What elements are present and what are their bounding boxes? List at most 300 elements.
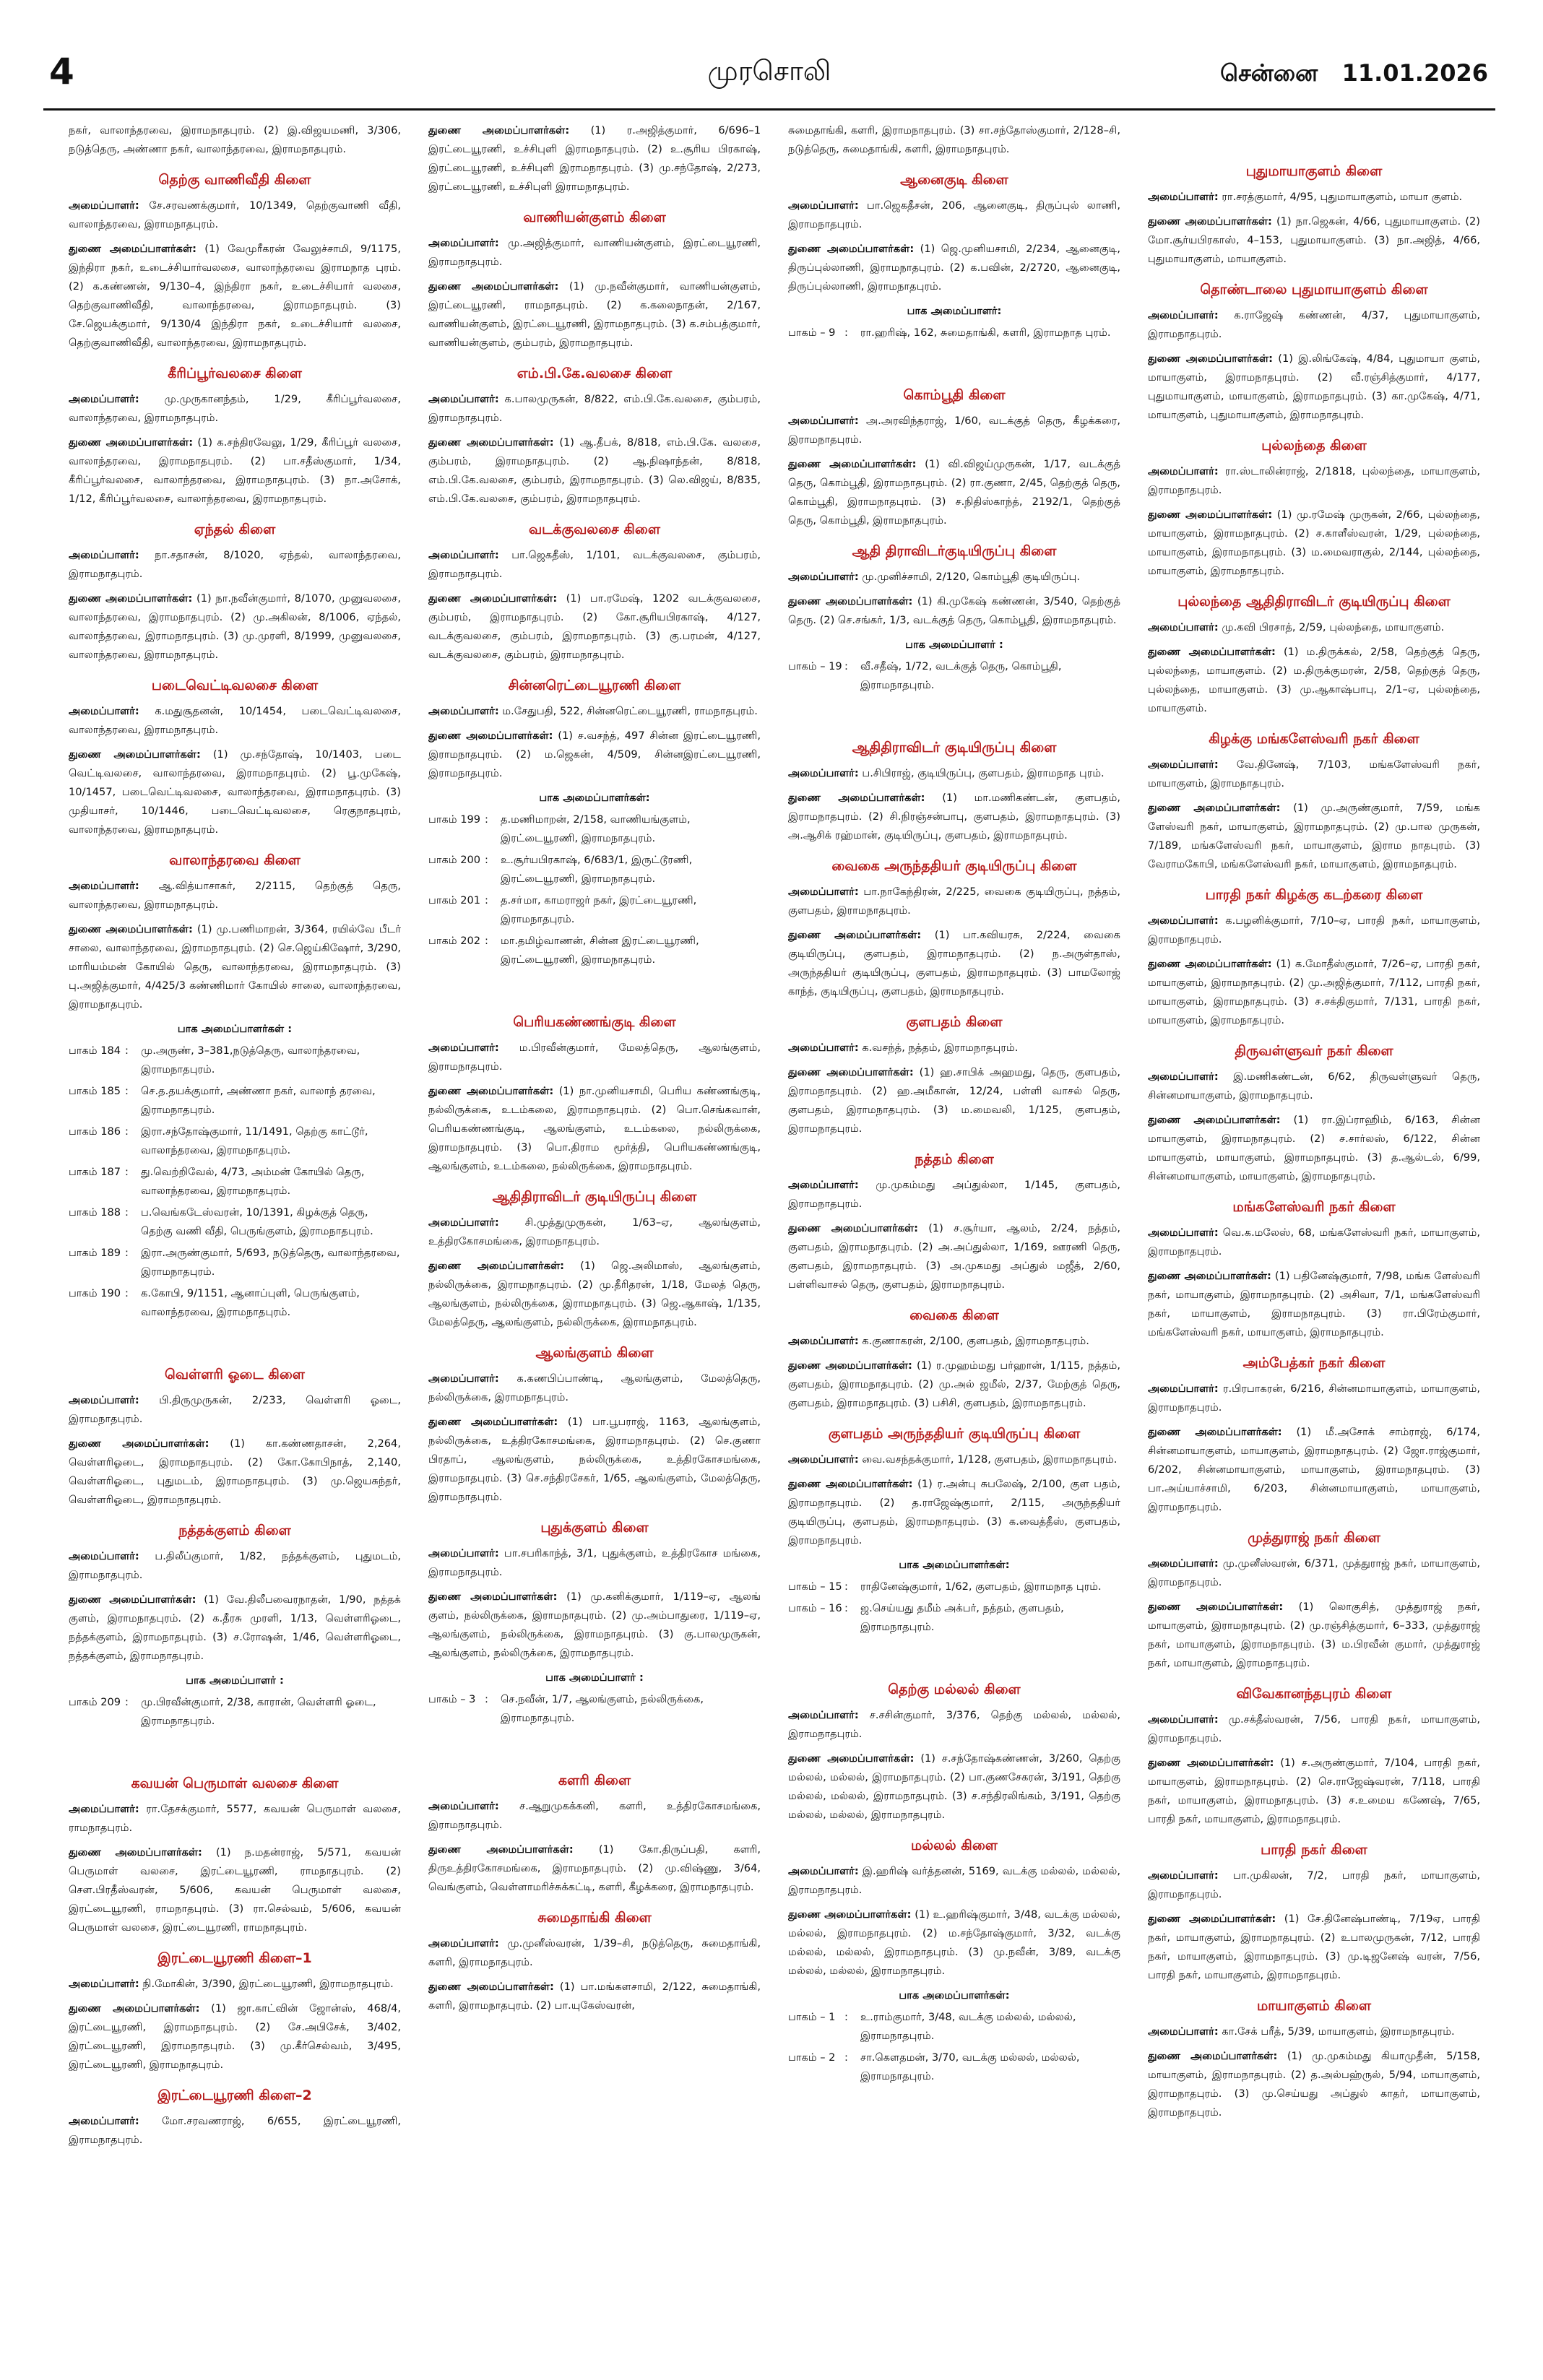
entry-text: (1) மு.ரமேஷ் முருகன், 2/66, புல்லந்தை, மாயாகுளம், இராமநாதபுரம். (2) ச.காளீஸ்வரன், 1/29, புல்லந்தை, மாயாகுளம், இராமநாதபுரம். (3) ம.மைவராகுல், 2/144, புல்லந்தை, மாயாகுளம், இராமநாதபுரம். <box>1148 509 1480 577</box>
ward-row <box>428 932 761 969</box>
entry-text: மு.அஜித்குமார், வாணியன்குளம், இரட்டையூரணி, இராமநாதபுரம். <box>428 237 761 268</box>
branch-heading: முத்துராஜ் நகர் கிளை <box>1248 1530 1380 1546</box>
entry-text: ம.சேதுபதி, 522, சின்னரெட்டையூரணி, ராமநாதபுரம். <box>498 705 758 717</box>
entry-text: ச.சசின்குமார், 3/376, தெற்கு மல்லல், மல்லல், இராமநாதபுரம். <box>788 1709 1120 1740</box>
city: சென்னை <box>1220 59 1318 87</box>
entry-label: துணை அமைப்பாளர்கள்: <box>1148 1757 1274 1769</box>
entry-text: க.பழனிக்குமார், 7/10–ஏ, பாரதி நகர், மாயாகுளம், இராமநாதபுரம். <box>1148 914 1480 945</box>
ward-text: து.வெற்றிவேல், 4/73, அம்மன் கோயில் தெரு, வாலாந்தரவை, இராமநாதபுரம். <box>141 1166 365 1197</box>
branch-heading: கவயன் பெருமாள் வலசை கிளை <box>131 1775 339 1791</box>
column-2 <box>428 121 761 2353</box>
entry-text: (1) மு.கனிக்குமார், 1/119–ஏ, ஆலங் குளம், நல்லிருக்கை, இராமநாதபுரம். (2) மு.அம்பாதுரை, 1/119–ஏ, ஆலங்குளம், நல்லிருக்கை, இராமநாதபுரம். (3) கு.பாலமுருகன், ஆலங்குளம், நல்லிருக்கை, இராமநாதபுரம். <box>428 1591 761 1659</box>
subsection-heading: பாக அமைப்பாளர் : <box>545 1671 644 1684</box>
entry-label: துணை அமைப்பாளர்கள்: <box>788 1066 914 1078</box>
entry-paragraph <box>1148 643 1480 718</box>
ward-row <box>69 1042 401 1079</box>
ward-row <box>428 1690 761 1728</box>
entry-label: துணை அமைப்பாளர்கள்: <box>428 436 554 449</box>
branch-heading: பெரியகண்ணங்குடி கிளை <box>513 1014 676 1030</box>
entry-label: அமைப்பாளர்: <box>1148 1226 1219 1239</box>
column-gap <box>428 972 761 1001</box>
entry-label: துணை அமைப்பாளர்கள்: <box>428 280 559 293</box>
entry-text: மு.சக்தீஸ்வரன், 7/56, பாரதி நகர், மாயாகுளம், இராமநாதபுரம். <box>1148 1713 1480 1744</box>
entry-paragraph <box>69 877 401 914</box>
entry-label: துணை அமைப்பாளர்கள்: <box>788 1222 918 1234</box>
ward-row <box>428 851 761 888</box>
branch-heading: ஆதிதிராவிடர் குடியிருப்பு கிளை <box>852 740 1057 756</box>
entry-label: துணை அமைப்பாளர்கள்: <box>1148 802 1281 814</box>
entry-label: அமைப்பாளர்: <box>69 1550 139 1562</box>
entry-text: வே.தினேஷ், 7/103, மங்களேஸ்வரி நகர், மாயாகுளம், இராமநாதபுரம். <box>1148 758 1480 789</box>
ward-label: பாகம் – 15 <box>788 1580 842 1593</box>
ward-colon: : <box>125 1206 129 1219</box>
entry-label: துணை அமைப்பாளர்கள்: <box>428 1260 564 1272</box>
entry-paragraph <box>1148 1068 1480 1105</box>
entry-paragraph <box>428 433 761 509</box>
entry-label: துணை அமைப்பாளர்கள்: <box>788 792 925 804</box>
entry-paragraph <box>69 433 401 509</box>
entry-paragraph <box>69 920 401 1014</box>
entry-label: துணை அமைப்பாளர்கள்: <box>69 243 196 255</box>
entry-paragraph <box>1148 1754 1480 1829</box>
entry-label: அமைப்பாளர்: <box>788 1453 859 1466</box>
entry-paragraph <box>428 1082 761 1176</box>
entry-text: (1) ஜெ.முனியசாமி, 2/234, ஆனைகுடி, திருப்புல்லாணி, இராமநாதபுரம். (2) க.பவின், 2/2720, ஆனைகுடி, திருப்புல்லாணி, இராமநாதபுரம். <box>788 243 1120 293</box>
entry-paragraph <box>788 1176 1120 1213</box>
entry-text: (1) இ.லிங்கேஷ், 4/84, புதுமாயா குளம், மாயாகுளம், இராமநாதபுரம். (2) வீ.ரஞ்சித்குமார், 4/177, புதுமாயாகுளம், மாயாகுளம், இராமநாதபுரம். (3) கா.முகேஷ், 4/71, மாயாகுளம், புதுமாயாகுளம், இராமநாதபுரம். <box>1148 352 1480 421</box>
entry-label: துணை அமைப்பாளர்கள்: <box>1148 1601 1284 1613</box>
ward-text: ராதினேஷ்குமார், 1/62, குளபதம், இராமநாத புரம். <box>860 1580 1102 1593</box>
entry-label: அமைப்பாளர்: <box>428 1547 499 1559</box>
entry-label: துணை அமைப்பாளர்கள்: <box>788 1359 912 1372</box>
entry-text: ரா.தேசக்குமார், 5577, கவயன் பெருமாள் வலசை, ராமநாதபுரம். <box>69 1803 401 1834</box>
entry-paragraph <box>428 1840 761 1897</box>
entry-paragraph <box>69 1391 401 1429</box>
entry-text: (1) மு.நவீன்குமார், வாணியன்குளம், இரட்டையூரணி, ராமநாதபுரம். (2) க.கலைநாதன், 2/167, வாணியன்குளம், இரட்டையூரணி, இராமநாதபுரம். (3) க.சம்பத்குமார், வாணியன்குளம், கும்பரம், இராமநாதபுரம். <box>428 280 761 349</box>
branch-heading: எம்.பி.கே.வலசை கிளை <box>517 365 673 381</box>
entry-label: துணை அமைப்பாளர்கள்: <box>788 243 915 255</box>
entry-paragraph <box>788 1219 1120 1294</box>
ward-label: பாகம் 185 <box>69 1085 121 1097</box>
entry-label: அமைப்பாளர்: <box>1148 1869 1219 1882</box>
entry-label: துணை அமைப்பாளர்கள்: <box>788 1908 912 1921</box>
entry-label: துணை அமைப்பாளர்கள்: <box>69 436 194 449</box>
ward-row <box>69 1163 401 1200</box>
ward-colon: : <box>125 1287 129 1299</box>
entry-label: அமைப்பாளர்: <box>428 1800 499 1812</box>
entry-paragraph <box>69 2112 401 2150</box>
entry-label: அமைப்பாளர்: <box>69 549 139 561</box>
entry-paragraph <box>69 589 401 665</box>
entry-paragraph <box>69 702 401 740</box>
entry-paragraph <box>69 196 401 234</box>
branch-heading: பாரதி நகர் கிளை <box>1261 1842 1367 1858</box>
entry-text: ஆ.வித்யாசாகர், 2/2115, தெற்குத் தெரு, வாலாந்தரவை, இராமநாதபுரம். <box>69 880 401 911</box>
ward-row <box>69 1082 401 1120</box>
entry-paragraph <box>1148 1111 1480 1186</box>
entry-paragraph <box>428 277 761 352</box>
entry-label: அமைப்பாளர்: <box>428 1937 499 1950</box>
subsection-heading: பாக அமைப்பாளர்கள்: <box>539 792 650 804</box>
entry-text: (1) பா.பூபராஜ், 1163, ஆலங்குளம், நல்லிருக்கை, உத்திரகோசமங்கை, இராமநாதபுரம். (2) செ.குணா பிரதாப், ஆலங்குளம், நல்லிருக்கை, உத்திரகோசமங்கை, இராமநாதபுரம். (3) செ.சந்திரசேகர், 1/65, ஆலங்குளம், மேலத்தெரு, இராமநாதபுரம். <box>428 1416 761 1503</box>
entry-text: (1) மீ.அசோக் சாம்ராஜ், 6/174, சின்னமாயாகுளம், மாயாகுளம், இராமநாதபுரம். (2) ஜோ.ராஜ்குமார், 6/202, சின்னமாயாகுளம், மாயாகுளம், இராமநாதபுரம். (3) பா.அய்யாச்சாமி, 6/203, சின்னமாயாகுளம், மாயாகுளம், இராமநாதபுரம். <box>1148 1426 1480 1513</box>
ward-text: உ.ராம்குமார், 3/48, வடக்கு மல்லல், மல்லல், இராமநாதபுரம். <box>860 2011 1076 2042</box>
entry-text: (1) ச.சந்தோஷ்கண்ணன், 3/260, தெற்கு மல்லல், மல்லல், இராமநாதபுரம். (2) பா.குணசேகரன், 3/191, தெற்கு மல்லல், மல்லல், இராமநாதபுரம். (3) ச.சந்திரலிங்கம், 3/191, தெற்கு மல்லல், மல்லல், இராமநாதபுரம். <box>788 1752 1120 1821</box>
branch-heading: இரட்டையூரணி கிளை–2 <box>157 2087 312 2103</box>
entry-label: துணை அமைப்பாளர்கள்: <box>69 923 193 935</box>
entry-paragraph <box>1148 212 1480 269</box>
column-gap <box>69 1325 401 1354</box>
entry-paragraph <box>428 546 761 584</box>
entry-label: துணை அமைப்பாளர்கள்: <box>1148 1114 1281 1126</box>
entry-label: அமைப்பாளர்: <box>1148 1070 1219 1083</box>
ward-colon: : <box>844 1580 848 1593</box>
ward-row <box>788 2008 1120 2046</box>
entry-paragraph <box>1148 2022 1480 2041</box>
ward-colon: : <box>125 1247 129 1259</box>
entry-paragraph <box>1148 2047 1480 2122</box>
branch-heading: ஆனைகுடி கிளை <box>900 172 1008 188</box>
entry-paragraph <box>1148 506 1480 581</box>
entry-paragraph <box>69 121 401 159</box>
entry-label: அமைப்பாளர்: <box>1148 465 1219 477</box>
entry-label: துணை அமைப்பாளர்கள்: <box>69 2002 200 2015</box>
ward-label: பாகம் – 19 <box>788 660 842 672</box>
page-number: 4 <box>49 51 74 92</box>
entry-label: துணை அமைப்பாளர்கள்: <box>1148 215 1272 228</box>
entry-text: (1) உ.ஹரிஷ்குமார், 3/48, வடக்கு மல்லல், மல்லல், இராமநாதபுரம். (2) ம.சந்தோஷ்குமார், 3/32, வடக்கு மல்லல், மல்லல், இராமநாதபுரம். (3) மு.நவீன், 3/89, வடக்கு மல்லல், மல்லல், இராமநாதபுரம். <box>788 1908 1120 1977</box>
ward-text: ப.வெங்கடேஸ்வரன், 10/1391, கிழக்குத் தெரு, தெற்கு வணி வீதி, பெருங்குளம், இராமநாதபுரம். <box>141 1206 373 1237</box>
entry-label: அமைப்பாளர்: <box>428 237 499 249</box>
ward-text: ஜ.செய்யது தமீம் அக்பர், நத்தம், குளபதம், இராமநாதபுரம். <box>860 1602 1064 1633</box>
entry-paragraph <box>788 926 1120 1001</box>
entry-paragraph <box>788 568 1120 587</box>
masthead <box>43 51 1495 108</box>
column-4 <box>1148 121 1480 2353</box>
entry-text: (1) மு.சந்தோஷ், 10/1403, படை வெட்டிவலசை, வாலாந்தரவை, இராமநாதபுரம். (2) பூ.முகேஷ், 10/1457, படைவெட்டிவலசை, வாலாந்தரவை, இராமநாதபுரம். (3) முதியாசர், 10/1446, படைவெட்டிவலசை, ரெகுநாதபுரம், வாலாந்தரவை, இராமநாதபுரம். <box>69 748 401 836</box>
ward-colon: : <box>844 326 848 339</box>
entry-label: துணை அமைப்பாளர்கள்: <box>69 592 193 605</box>
column-gap <box>788 345 1120 374</box>
entry-text: (1) கோ.திருப்பதி, களரி, திருஉத்திரகோசமங்கை, இராமநாதபுரம். (2) மு.விஷ்ணு, 3/64, வெங்குளம், வெள்ளாமரிச்சுக்கட்டி, களரி, கீழக்கரை, இராமநாதபுரம். <box>428 1843 761 1893</box>
ward-text: த.மணிமாறன், 2/158, வாணியங்குளம், இரட்டையூரணி, இராமநாதபுரம். <box>501 813 691 844</box>
entry-label: துணை அமைப்பாளர்கள்: <box>428 730 553 742</box>
entry-text: (1) மு.பணிமாறன், 3/364, ரயில்வே பீடர் சாலை, வாலாந்தரவை, இராமநாதபுரம். (2) செ.ஜெய்கிஷோர், 3/290, மாரியம்மன் கோயில் தெரு, வாலாந்தரவை, இராமநாதபுரம். (3) பு.அஜித்குமார், 4/425/3 கண்ணிமார் கோயில் சாலை, வாலாந்தரவை, இராமநாதபுரம். <box>69 923 401 1011</box>
entry-paragraph <box>69 1435 401 1510</box>
ward-colon: : <box>125 1085 129 1097</box>
ward-row <box>788 1599 1120 1637</box>
ward-label: பாகம் 202 <box>428 935 481 947</box>
entry-label: அமைப்பாளர்: <box>69 1978 139 1990</box>
entry-label: அமைப்பாளர்: <box>428 549 499 561</box>
ward-label: பாகம் 189 <box>69 1247 121 1259</box>
entry-label: துணை அமைப்பாளர்கள்: <box>1148 1270 1271 1282</box>
branch-heading: மல்லல் கிளை <box>911 1838 998 1853</box>
entry-paragraph <box>69 1591 401 1666</box>
entry-text: க.கணபிப்பாண்டி, ஆலங்குளம், மேலத்தெரு, நல்லிருக்கை, இராமநாதபுரம். <box>428 1372 761 1403</box>
entry-paragraph <box>428 727 761 783</box>
entry-text: (1) ம.திருக்கல், 2/58, தெற்குத் தெரு, புல்லந்தை, மாயாகுளம். (2) ம.திருக்குமரன், 2/58, தெற்குத் தெரு, புல்லந்தை, மாயாகுளம். (3) மு.ஆகாஷ்பாபு, 2/1–ஏ, புல்லந்தை, மாயாகுளம். <box>1148 646 1480 714</box>
entry-text: வை.வசந்தக்குமார், 1/128, குளபதம், இராமநாதபுரம். <box>858 1453 1118 1466</box>
subsection-heading: பாக அமைப்பாளர்: <box>907 305 1002 317</box>
ward-text: செ.நவீன், 1/7, ஆலங்குளம், நல்லிருக்கை, இராமநாதபுரம். <box>501 1693 704 1724</box>
ward-text: இரா.சந்தோஷ்குமார், 11/1491, தெற்கு காட்டூர், வாலாந்தரவை, இராமநாதபுரம். <box>141 1125 368 1156</box>
ward-label: பாகம் – 9 <box>788 326 836 339</box>
entry-paragraph <box>69 240 401 352</box>
entry-text: ப.திலீப்குமார், 1/82, நத்தக்குளம், புதுமடம், இராமநாதபுரம். <box>69 1550 401 1581</box>
entry-paragraph <box>428 702 761 721</box>
branch-heading: இரட்டையூரணி கிளை–1 <box>157 1950 312 1966</box>
entry-label: அமைப்பாளர்: <box>1148 758 1219 771</box>
entry-paragraph <box>1148 955 1480 1030</box>
branch-heading: திருவள்ளுவர் நகர் கிளை <box>1235 1043 1393 1059</box>
entry-label: துணை அமைப்பாளர்கள்: <box>788 1752 915 1765</box>
entry-text: க.வசந்த், நத்தம், இராமநாதபுரம். <box>858 1042 1019 1054</box>
columns <box>69 121 1484 2353</box>
entry-paragraph <box>1148 1710 1480 1748</box>
entry-text: (1) ச.சூர்யா, ஆலம், 2/24, நத்தம், குளபதம், இராமநாதபுரம். (2) அ.அப்துல்லா, 1/169, ஊரணி தெரு, குளபதம், இராமநாதபுரம். (3) அ.முகமது அப்துல் மஜீத், 2/60, பள்ளிவாசல் தெரு, குளபதம், இராமநாதபுரம். <box>788 1222 1120 1291</box>
entry-text: மு.முனீஸ்வரன், 6/371, முத்துராஜ் நகர், மாயாகுளம், இராமநாதபுரம். <box>1148 1557 1480 1588</box>
branch-heading: நத்தக்குளம் கிளை <box>178 1523 291 1539</box>
entry-text: நகர், வாலாந்தரவை, இராமநாதபுரம். (2) இ.விஜயமணி, 3/306, நடுத்தெரு, அண்ணா நகர், வாலாந்தரவை, இராமநாதபுரம். <box>69 124 401 155</box>
entry-text: (1) ச.வசந்த், 497 சின்ன இரட்டையூரணி, இராமநாதபுரம். (2) ம.ஜெகன், 4/509, சின்னஇரட்டையூரணி, இராமநாதபுரம். <box>428 730 761 779</box>
entry-paragraph <box>69 745 401 839</box>
entry-text: மு.முனிச்சாமி, 2/120, கொம்பூதி குடியிருப்பு. <box>858 571 1081 583</box>
entry-text: இ.ஹரிஷ் வர்த்தனன், 5169, வடக்கு மல்லல், மல்லல், இராமநாதபுரம். <box>788 1865 1120 1896</box>
entry-label: துணை அமைப்பாளர்கள்: <box>788 1478 913 1490</box>
entry-text: க.மதுசூதனன், 10/1454, படைவெட்டிவலசை, வாலாந்தரவை, இராமநாதபுரம். <box>69 705 401 736</box>
entry-paragraph <box>69 1975 401 1994</box>
entry-paragraph <box>788 1862 1120 1900</box>
entry-label: அமைப்பாளர்: <box>788 1709 859 1721</box>
column-gap <box>428 1731 761 1760</box>
entry-paragraph <box>1148 1267 1480 1342</box>
branch-heading: புதுக்குளம் கிளை <box>540 1520 649 1536</box>
entry-text: (1) கி.முகேஷ் கண்ணன், 3/540, தெற்குத் தெரு. (2) செ.சங்கர், 1/3, வடக்குத் தெரு, கொம்பூதி, இராமநாதபுரம். <box>788 595 1120 626</box>
entry-label: அமைப்பாளர்: <box>69 1803 139 1815</box>
ward-colon: : <box>485 854 488 866</box>
entry-text: (1) ஆ.தீபக், 8/818, எம்.பி.கே. வலசை, கும்பரம், இராமநாதபுரம். (2) ஆ.நிஷாந்தன், 8/818, எம்.பி.கே.வலசை, கும்பரம், இராமநாதபுரம். (3) லெ.விஜய், 8/835, எம்.பி.கே.வலசை, கும்பரம், இராமநாதபுரம். <box>428 436 761 505</box>
ward-label: பாகம் – 1 <box>788 2011 836 2023</box>
entry-paragraph <box>1148 462 1480 500</box>
entry-text: (1) வி.விஜய்முருகன், 1/17, வடக்குத் தெரு, கொம்பூதி, இராமநாதபுரம். (2) ரா.குணா, 2/45, தெற்குத் தெரு, கொம்பூதி, இராமநாதபுரம். (3) ச.நிதிஸ்காந்த், 2192/1, தெற்குத் தெரு, கொம்பூதி, இராமநாதபுரம். <box>788 458 1120 527</box>
ward-label: பாகம் 201 <box>428 894 481 906</box>
entry-paragraph <box>788 1475 1120 1550</box>
ward-colon: : <box>125 1696 129 1708</box>
entry-label: துணை அமைப்பாளர்கள்: <box>428 124 570 137</box>
entry-text: மு.கவி பிரசாத், 2/59, புல்லந்தை, மாயாகுளம். <box>1218 621 1445 633</box>
entry-paragraph <box>788 1332 1120 1351</box>
branch-heading: குளபதம் கிளை <box>906 1014 1003 1030</box>
city-date <box>1220 59 1488 90</box>
entry-label: துணை அமைப்பாளர்கள்: <box>788 595 913 607</box>
branch-heading: குளபதம் அருந்ததியர் குடியிருப்பு கிளை <box>828 1426 1081 1442</box>
branch-heading: வடக்குவலசை கிளை <box>529 522 660 537</box>
entry-text: (1) மு.முகம்மது கியாமுதீன், 5/158, மாயாகுளம், இராமநாதபுரம். (2) த.அல்பஹ்ருல், 5/94, மாயாகுளம், இராமநாதபுரம். (3) மு.செய்யது அப்துல் காதர், மாயாகுளம், இராமநாதபுரம். <box>1148 2050 1480 2119</box>
entry-label: அமைப்பாளர்: <box>1148 914 1219 927</box>
ward-row <box>788 657 1120 695</box>
entry-paragraph <box>69 1547 401 1585</box>
ward-colon: : <box>844 2051 848 2064</box>
branch-heading: ஆதி திராவிடர்குடியிருப்பு கிளை <box>852 543 1057 559</box>
entry-paragraph <box>428 1413 761 1507</box>
ward-colon: : <box>485 813 488 826</box>
entry-text: (1) மு.அருண்குமார், 7/59, மங்க ளேஸ்வரி நகர், மாயாகுளம், இராமநாதபுரம். (2) மு.பால முருகன், 7/189, மங்களேஸ்வரி நகர், மாயாகுளம், இராம நாதபுரம். (3) வேராமகோபி, மங்களேஸ்வரி நகர், மாயாகுளம், இராமநாதபுரம். <box>1148 802 1480 870</box>
entry-label: துணை அமைப்பாளர்கள்: <box>1148 646 1276 658</box>
entry-paragraph <box>428 390 761 428</box>
branch-heading: மங்களேஸ்வரி நகர் கிளை <box>1232 1199 1396 1215</box>
entry-text: பா.நாகேந்திரன், 2/225, வைகை குடியிருப்பு, நத்தம், குளபதம், இராமநாதபுரம். <box>788 886 1120 917</box>
ward-text: செ.த.தயக்குமார், அண்ணா நகர், வாலாந் தரவை, இராமநாதபுரம். <box>141 1085 376 1116</box>
ward-label: பாகம் – 2 <box>788 2051 836 2064</box>
entry-text: ரா.ஸ்டாலின்ராஜ், 2/1818, புல்லந்தை, மாயாகுளம், இராமநாதபுரம். <box>1148 465 1480 496</box>
branch-heading: படைவெட்டிவலசை கிளை <box>151 678 319 693</box>
entry-paragraph <box>1148 1224 1480 1261</box>
entry-text: க.பாலமுருகன், 8/822, எம்.பி.கே.வலசை, கும்பரம், இராமநாதபுரம். <box>428 393 761 424</box>
entry-paragraph <box>428 234 761 272</box>
entry-label: அமைப்பாளர்: <box>788 571 859 583</box>
entry-label: அமைப்பாளர்: <box>1148 1557 1219 1570</box>
branch-heading: கிழக்கு மங்களேஸ்வரி நகர் கிளை <box>1209 731 1419 747</box>
entry-label: அமைப்பாளர்: <box>428 1042 499 1054</box>
branch-heading: வாணியன்குளம் கிளை <box>523 209 666 225</box>
entry-text: வெ.க.மலேஸ், 68, மங்களேஸ்வரி நகர், மாயாகுளம், இராமநாதபுரம். <box>1148 1226 1480 1258</box>
entry-label: அமைப்பாளர்: <box>788 415 859 427</box>
entry-label: துணை அமைப்பாளர்கள்: <box>1148 958 1272 970</box>
entry-label: துணை அமைப்பாளர்கள்: <box>788 458 917 470</box>
entry-text: பா.சபரிகாந்த், 3/1, புதுக்குளம், உத்திரகோச மங்கை, இராமநாதபுரம். <box>428 1547 761 1578</box>
branch-heading: ஏந்தல் கிளை <box>194 522 276 537</box>
entry-text: இ.மணிகண்டன், 6/62, திருவள்ளுவர் தெரு, சின்னமாயாகுளம், இராமநாதபுரம். <box>1148 1070 1480 1102</box>
entry-text: (1) மா.மணிகண்டன், குளபதம், இராமநாதபுரம். (2) சி.நிரஞ்சன்பாபு, குளபதம், இராமநாதபுரம். (3) அ.ஆசிக் ரஹ்மான், குடியிருப்பு, குளபதம், இராமநாதபுரம். <box>788 792 1120 841</box>
branch-heading: வைகை அருந்ததியர் குடியிருப்பு கிளை <box>831 858 1077 874</box>
entry-paragraph <box>428 1978 761 2015</box>
entry-paragraph <box>428 1257 761 1332</box>
entry-paragraph <box>788 764 1120 783</box>
ward-text: ரா.ஹரிஷ், 162, சுமைதாங்கி, களரி, இராமநாத புரம். <box>860 326 1111 339</box>
entry-text: (1) ஜெ.அலிமாஸ், ஆலங்குளம், நல்லிருக்கை, இராமநாதபுரம். (2) மு.தீரிதரன், 1/18, மேலத் தெரு, ஆலங்குளம், நல்லிருக்கை, இராமநாதபுரம். (3) ஜெ.ஆகாஷ், 1/135, மேலத்தெரு, ஆலங்குளம், நல்லிருக்கை, இராமநாதபுரம். <box>428 1260 761 1328</box>
entry-text: (1) வே.திலீபவைரநாதன், 1/90, நத்தக் குளம், இராமநாதபுரம். (2) க.தீரசு முரளி, 1/13, வெள்ளரிஓடை, நத்தக்குளம், இராமநாதபுரம். (3) ச.ரோஷன், 1/46, வெள்ளரிஓடை, நத்தக்குளம், இராமநாதபுரம். <box>69 1593 401 1662</box>
branch-heading: சின்னரெட்டையூரணி கிளை <box>508 678 681 693</box>
entry-paragraph <box>1148 618 1480 637</box>
entry-label: அமைப்பாளர்: <box>69 199 139 212</box>
entry-paragraph <box>1148 188 1480 207</box>
entry-paragraph <box>1148 1554 1480 1592</box>
entry-text: (1) ஹ.சாபிக் அஹமது, தெரு, குளபதம், இராமநாதபுரம். (2) ஹ.அமீகான், 12/24, பள்ளி வாசல் தெரு, குளபதம், இராமநாதபுரம். (3) ம.மைவலி, 1/125, குளபதம், இராமநாதபுரம். <box>788 1066 1120 1135</box>
entry-paragraph <box>69 546 401 584</box>
entry-label: துணை அமைப்பாளர்கள்: <box>428 1843 574 1856</box>
entry-text: (1) ரா.இப்ராஹிம், 6/163, சின்ன மாயாகுளம், இராமநாதபுரம். (2) ச.சார்லஸ், 6/122, சின்ன மாயாகுளம், மாயாகுளம், இராமநாதபுரம். (3) த.ஆல்டல், 6/99, சின்னமாயாகுளம், மாயாகுளம், இராமநாதபுரம். <box>1148 1114 1480 1182</box>
entry-label: துணை அமைப்பாளர்கள்: <box>428 1591 558 1603</box>
ward-label: பாகம் 199 <box>428 813 481 826</box>
entry-text: பா.ஜெகதீஸ், 1/101, வடக்குவலசை, கும்பரம், இராமநாதபுரம். <box>428 549 761 580</box>
entry-paragraph <box>1148 1423 1480 1517</box>
entry-label: அமைப்பாளர்: <box>1148 621 1219 633</box>
entry-text: கா.சேக் பரீத், 5/39, மாயாகுளம், இராமநாதபுரம். <box>1218 2025 1455 2038</box>
ward-colon: : <box>485 1693 488 1705</box>
entry-text: (1) க.மோதீஸ்குமார், 7/26–ஏ, பாரதி நகர், மாயாகுளம், இராமநாதபுரம். (2) மு.அஜித்குமார், 7/112, பாரதி நகர், மாயாகுளம், இராமநாதபுரம். (3) ச.சக்திகுமார், 7/131, பாரதி நகர், மாயாகுளம், இராமநாதபுரம். <box>1148 958 1480 1026</box>
column-gap <box>788 698 1120 727</box>
entry-paragraph <box>788 412 1120 449</box>
entry-text: (1) சே.தினேஷ்பாண்டி, 7/19ஏ, பாரதி நகர், மாயாகுளம், இராமநாதபுரம். (2) உபாலமுருகன், 7/12, பாரதி நகர், மாயாகுளம், இராமநாதபுரம். (3) மு.டிஜனேஷ் வரன், 7/56, பாரதி நகர், மாயாகுளம், இராமநாதபுரம். <box>1148 1913 1480 1981</box>
entry-paragraph <box>1148 799 1480 874</box>
entry-paragraph <box>428 1213 761 1251</box>
branch-heading: அம்பேத்கர் நகர் கிளை <box>1242 1355 1386 1371</box>
entry-text: ப.சிபிராஜ், குடியிருப்பு, குளபதம், இராமநாத புரம். <box>858 767 1105 779</box>
entry-text: பா.முகிலன், 7/2, பாரதி நகர், மாயாகுளம், இராமநாதபுரம். <box>1148 1869 1480 1900</box>
ward-colon: : <box>125 1044 129 1057</box>
ward-label: பாகம் 209 <box>69 1696 121 1708</box>
entry-paragraph <box>428 589 761 665</box>
entry-label: துணை அமைப்பாளர்கள்: <box>69 1437 209 1450</box>
entry-label: துணை அமைப்பாளர்கள்: <box>69 748 201 761</box>
branch-heading: புல்லந்தை ஆதிதிராவிடர் குடியிருப்பு கிளை <box>1177 594 1451 610</box>
entry-label: துணை அமைப்பாளர்கள்: <box>428 1981 554 1993</box>
entry-label: அமைப்பாளர்: <box>69 1394 139 1406</box>
entry-paragraph <box>788 1450 1120 1469</box>
entry-text: மு.முருகானந்தம், 1/29, கீரிப்பூர்வலசை, வாலாந்தரவை, இராமநாதபுரம். <box>69 393 401 424</box>
branch-heading: புல்லந்தை கிளை <box>1261 438 1367 454</box>
entry-paragraph <box>428 121 761 196</box>
ward-text: மா.தமிழ்வாணன், சின்ன இரட்டையூரணி, இரட்டையூரணி, இராமநாதபுரம். <box>501 935 699 966</box>
entry-label: அமைப்பாளர்: <box>69 393 139 405</box>
entry-text: ர.பிரபாகரன், 6/216, சின்னமாயாகுளம், மாயாகுளம், இராமநாதபுரம். <box>1148 1382 1480 1414</box>
ward-row <box>69 1284 401 1322</box>
entry-paragraph <box>788 455 1120 530</box>
entry-paragraph <box>788 1063 1120 1138</box>
branch-heading: வெள்ளரி ஓடை கிளை <box>165 1367 305 1382</box>
ward-row <box>788 2048 1120 2086</box>
entry-paragraph <box>788 883 1120 920</box>
entry-text: (1) நா.ஜெகன், 4/66, புதுமாயாகுளம். (2) மோ.சூர்யபிரகாஸ், 4–153, புதுமாயாகுளம். (3) நா.அஜித், 4/66, புதுமாயாகுளம், மாயாகுளம். <box>1148 215 1480 265</box>
ward-row <box>428 810 761 848</box>
ward-colon: : <box>485 894 488 906</box>
entry-text: (1) பதினேஷ்குமார், 7/98, மங்க ளேஸ்வரி நகர், மாயாகுளம், இராமநாதபுரம். (2) அசிவா, 7/1, மங்களேஸ்வரி நகர், மாயாகுளம், இராமநாதபுரம். (3) ரா.பிரேம்குமார், மங்களேஸ்வரி நகர், மாயாகுளம், இராமநாதபுரம். <box>1148 1270 1480 1338</box>
entry-label: அமைப்பாளர்: <box>428 705 499 717</box>
branch-heading: கொம்பூதி கிளை <box>903 387 1006 403</box>
entry-text: மு.முகம்மது அப்துல்லா, 1/145, குளபதம், இராமநாதபுரம். <box>788 1179 1120 1210</box>
column-gap <box>69 1734 401 1762</box>
entry-text: நா.சதாசன், 8/1020, ஏந்தல், வாலாந்தரவை, இராமநாதபுரம். <box>69 549 401 580</box>
entry-label: துணை அமைப்பாளர்கள்: <box>428 1085 554 1097</box>
ward-label: பாகம் 188 <box>69 1206 121 1219</box>
entry-text: பா.ஜெகதீசன், 206, ஆனைகுடி, திருப்புல் லாணி, இராமநாதபுரம். <box>788 199 1120 230</box>
branch-heading: ஆதிதிராவிடர் குடியிருப்பு கிளை <box>492 1189 697 1205</box>
subsection-heading: பாக அமைப்பாளர் : <box>186 1674 284 1687</box>
ward-label: பாகம் 200 <box>428 854 481 866</box>
entry-text: (1) பா.மங்களசாமி, 2/122, சுமைதாங்கி, களரி, இராமநாதபுரம். (2) பா.யுகேஸ்வரன், <box>428 1981 761 2012</box>
ward-text: த.சா்மா, காமராஜர் நகர், இரட்டையூரணி, இராமநாதபுரம். <box>501 894 697 925</box>
entry-text: நி.மோகின், 3/390, இரட்டையூரணி, இராமநாதபுரம். <box>139 1978 394 1990</box>
entry-paragraph <box>1148 756 1480 793</box>
column-gap <box>1148 121 1480 150</box>
entry-paragraph <box>1148 350 1480 425</box>
entry-paragraph <box>1148 912 1480 949</box>
entry-text: க.குணாகரன், 2/100, குளபதம், இராமநாதபுரம். <box>858 1335 1089 1347</box>
entry-paragraph <box>69 1800 401 1838</box>
entry-label: அமைப்பாளர்: <box>428 1372 499 1385</box>
column-1 <box>69 121 401 2353</box>
entry-text: (1) ச.அருண்குமார், 7/104, பாரதி நகர், மாயாகுளம், இராமநாதபுரம். (2) செ.ராஜேஷ்வரன், 7/118, பாரதி நகர், மாயாகுளம், இராமநாதபுரம். (3) ச.உமைய கணேஷ், 7/65, பாரதி நகர், மாயாகுளம், இராமநாதபுரம். <box>1148 1757 1480 1825</box>
entry-paragraph <box>69 1999 401 2074</box>
entry-text: பி.திருமுருகன், 2/233, வெள்ளரி ஓடை, இராமநாதபுரம். <box>69 1394 401 1425</box>
entry-text: சி.முத்துமுருகன், 1/63–ஏ, ஆலங்குளம், உத்திரகோசமங்கை, இராமநாதபுரம். <box>428 1216 761 1247</box>
entry-label: அமைப்பாளர்: <box>1148 191 1219 203</box>
entry-paragraph <box>428 1934 761 1972</box>
entry-label: அமைப்பாளர்: <box>788 1865 859 1877</box>
entry-paragraph <box>788 592 1120 630</box>
ward-label: பாகம் – 3 <box>428 1693 476 1705</box>
